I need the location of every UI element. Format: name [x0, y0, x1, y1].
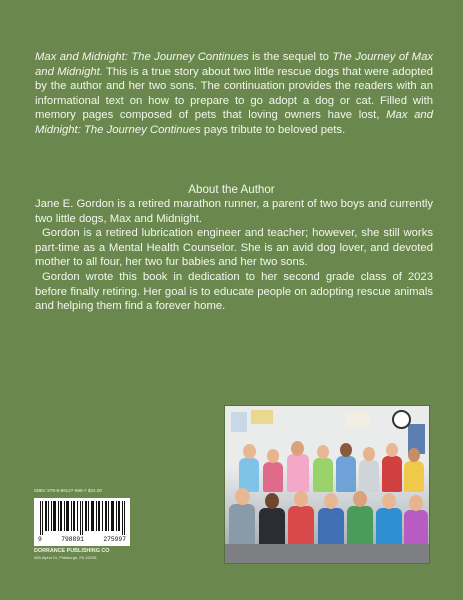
author-bio — [35, 197, 433, 314]
barcode-digit-group: 798891 — [61, 536, 84, 543]
about-author-heading: About the Author — [188, 183, 275, 196]
prequel-title: The Journey of Max and Midnight. — [35, 51, 433, 78]
blurb-text: This is a true story about two little rescue dogs that were adopted by the author and her two sons. The continuation provides the readers with an informational text on how to prepare to go adopt a dog or cat. Filled with memory pages composed of pets that loving owners have lost, — [35, 65, 433, 122]
barcode-digit-group: 275997 — [103, 536, 126, 543]
barcode-digit: 9 — [38, 536, 42, 543]
blurb-text: pays tribute to beloved pets. — [200, 123, 346, 136]
book-title: Max and Midnight: The Journey Continues — [35, 109, 433, 136]
book-blurb — [35, 50, 433, 138]
publisher-name: DORRANCE PUBLISHING CO — [34, 548, 110, 554]
book-title: Max and Midnight: The Journey Continues — [35, 51, 249, 63]
bio-paragraph: Gordon wrote this book in dedication to her second grade class of 2023 before finally retiring. Her goal is to educate people on adopting rescue animals and helping them find a forever home. — [35, 270, 433, 313]
bio-paragraph: Jane E. Gordon is a retired marathon runner, a parent of two boys and currently two little dogs, Max and Midnight. — [35, 198, 433, 225]
barcode-bars — [38, 501, 126, 535]
isbn-price: ISBN: 979-8-89127-595-7 $24.00 — [34, 488, 102, 493]
class-photo — [224, 405, 430, 564]
publisher-address: 585 Alpha Dr, Pittsburgh, PA 15238 — [34, 555, 97, 560]
blurb-text: is the sequel to — [248, 51, 333, 63]
barcode-digits — [38, 536, 126, 543]
bio-paragraph: Gordon is a retired lubrication engineer and teacher; however, she still works part-time as a Mental Health Counselor. She is an avid dog lover, and devoted mother to all four, her two fur babies and her two sons. — [35, 227, 433, 269]
barcode — [34, 498, 130, 546]
